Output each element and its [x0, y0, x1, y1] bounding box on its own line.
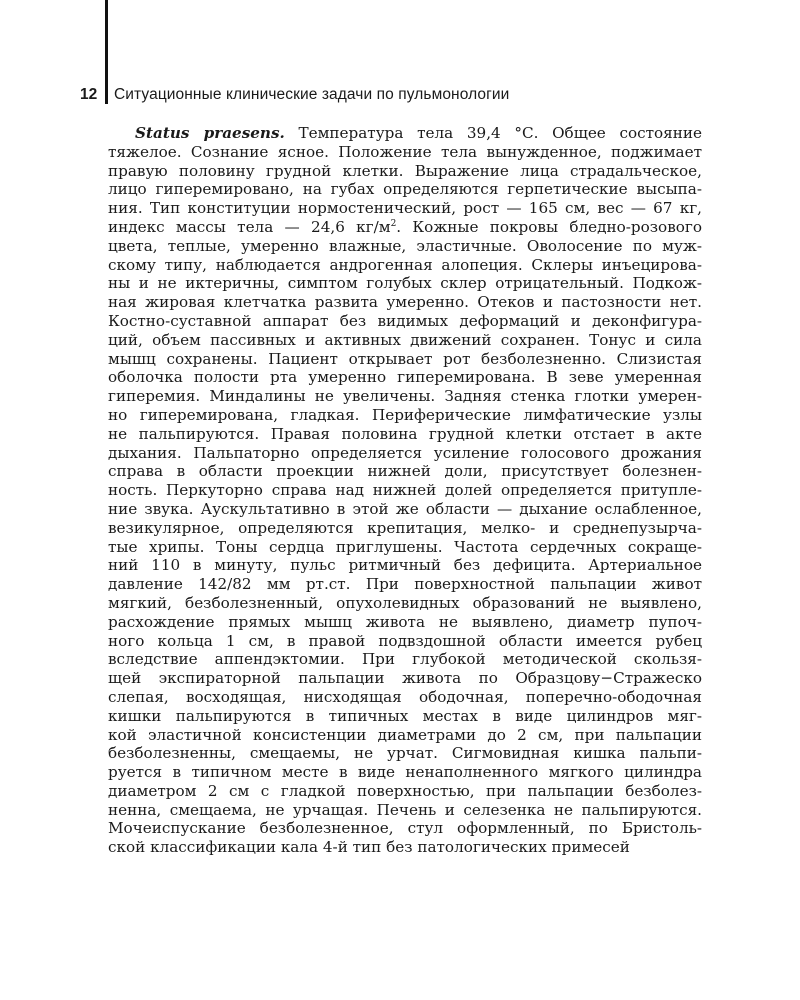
text-line: давление 142/82 мм рт.ст. При поверхностной пальпации живот — [108, 575, 702, 594]
text-line: скому типу, наблюдается андрогенная алопеция. Склеры инъецирова- — [108, 255, 702, 274]
text-line: ния. Тип конституции нормостенический, рост — 165 см, вес — 67 кг, — [108, 199, 702, 218]
text-line: ная жировая клетчатка развита умеренно. Отеков и пастозности нет. — [108, 293, 702, 312]
superscript: 2 — [390, 218, 397, 229]
text-line — [108, 218, 702, 237]
text-line: цвета, теплые, умеренно влажные, эластичные. Оволосение по муж- — [108, 236, 702, 255]
text-line: мягкий, безболезненный, опухолевидных образований не выявлено, — [108, 593, 702, 612]
text-line: гиперемия. Миндалины не увеличены. Задняя стенка глотки умерен- — [108, 387, 702, 406]
text-line: ний 110 в минуту, пульс ритмичный без дефицита. Артериальное — [108, 556, 702, 575]
text-line: мышц сохранены. Пациент открывает рот безболезненно. Слизистая — [108, 349, 702, 368]
text-line: правую половину грудной клетки. Выражение лица страдальческое, — [108, 161, 702, 180]
text-line: ненна, смещаема, не урчащая. Печень и селезенка не пальпируются. — [108, 800, 702, 819]
text-line: расхождение прямых мышц живота не выявлено, диаметр пупоч- — [108, 612, 702, 631]
text-line: тые хрипы. Тоны сердца приглушены. Частота сердечных сокраще- — [108, 537, 702, 556]
text-line: ность. Перкуторно справа над нижней долей определяется притупле- — [108, 481, 702, 500]
text-line: диаметром 2 см с гладкой поверхностью, при пальпации безболез- — [108, 781, 702, 800]
text-line: безболезненны, смещаемы, не урчат. Сигмовидная кишка пальпи- — [108, 744, 702, 763]
text-line: Мочеиспускание безболезненное, стул оформленный, по Бристоль- — [108, 819, 702, 838]
text-line: везикулярное, определяются крепитация, мелко- и среднепузырча- — [108, 518, 702, 537]
text-line: справа в области проекции нижней доли, присутствует болезнен- — [108, 462, 702, 481]
text-line: ций, объем пассивных и активных движений сохранен. Тонус и сила — [108, 330, 702, 349]
text-line: оболочка полости рта умеренно гиперемирована. В зеве умеренная — [108, 368, 702, 387]
text-fragment: Температура тела 39,4 °С. Общее состояние — [284, 124, 702, 142]
text-line: не пальпируются. Правая половина грудной клетки отстает в акте — [108, 424, 702, 443]
status-praesens-paragraph — [108, 124, 702, 857]
text-line: ны и не иктеричны, симптом голубых склер отрицательный. Подкож- — [108, 274, 702, 293]
text-line: слепая, восходящая, нисходящая ободочная, поперечно-ободочная — [108, 687, 702, 706]
text-line: вследствие аппендэктомии. При глубокой методической скользя- — [108, 650, 702, 669]
text-line: кишки пальпируются в типичных местах в виде цилиндров мяг- — [108, 706, 702, 725]
text-line: лицо гиперемировано, на губах определяются герпетические высыпа- — [108, 180, 702, 199]
page-header — [80, 84, 509, 106]
text-line: но гиперемирована, гладкая. Периферические лимфатические узлы — [108, 405, 702, 424]
text-line: ние звука. Аускультативно в этой же области — дыхание ослабленное, — [108, 499, 702, 518]
text-fragment: . Кожные покровы бледно-розового — [396, 217, 702, 236]
lead-term: Status praesens. — [135, 124, 285, 142]
text-line: щей экспираторной пальпации живота по Образцову−Стражеско — [108, 669, 702, 688]
running-title: Ситуационные клинические задачи по пульмонологии — [114, 86, 510, 103]
text-line: ного кольца 1 см, в правой подвздошной области имеется рубец — [108, 631, 702, 650]
text-line: дыхания. Пальпаторно определяется усиление голосового дрожания — [108, 443, 702, 462]
text-line: руется в типичном месте в виде ненаполненного мягкого цилиндра — [108, 763, 702, 782]
page-number: 12 — [80, 86, 98, 103]
text-line — [108, 124, 702, 143]
text-line: тяжелое. Сознание ясное. Положение тела вынужденное, поджимает — [108, 142, 702, 161]
text-line: кой эластичной консистенции диаметрами до 2 см, при пальпации — [108, 725, 702, 744]
text-line: Костно-суставной аппарат без видимых деформаций и деконфигура- — [108, 311, 702, 330]
text-line: ской классификации кала 4-й тип без патологических примесей — [108, 838, 630, 857]
text-fragment: индекс массы тела — 24,6 кг/м — [108, 217, 391, 236]
